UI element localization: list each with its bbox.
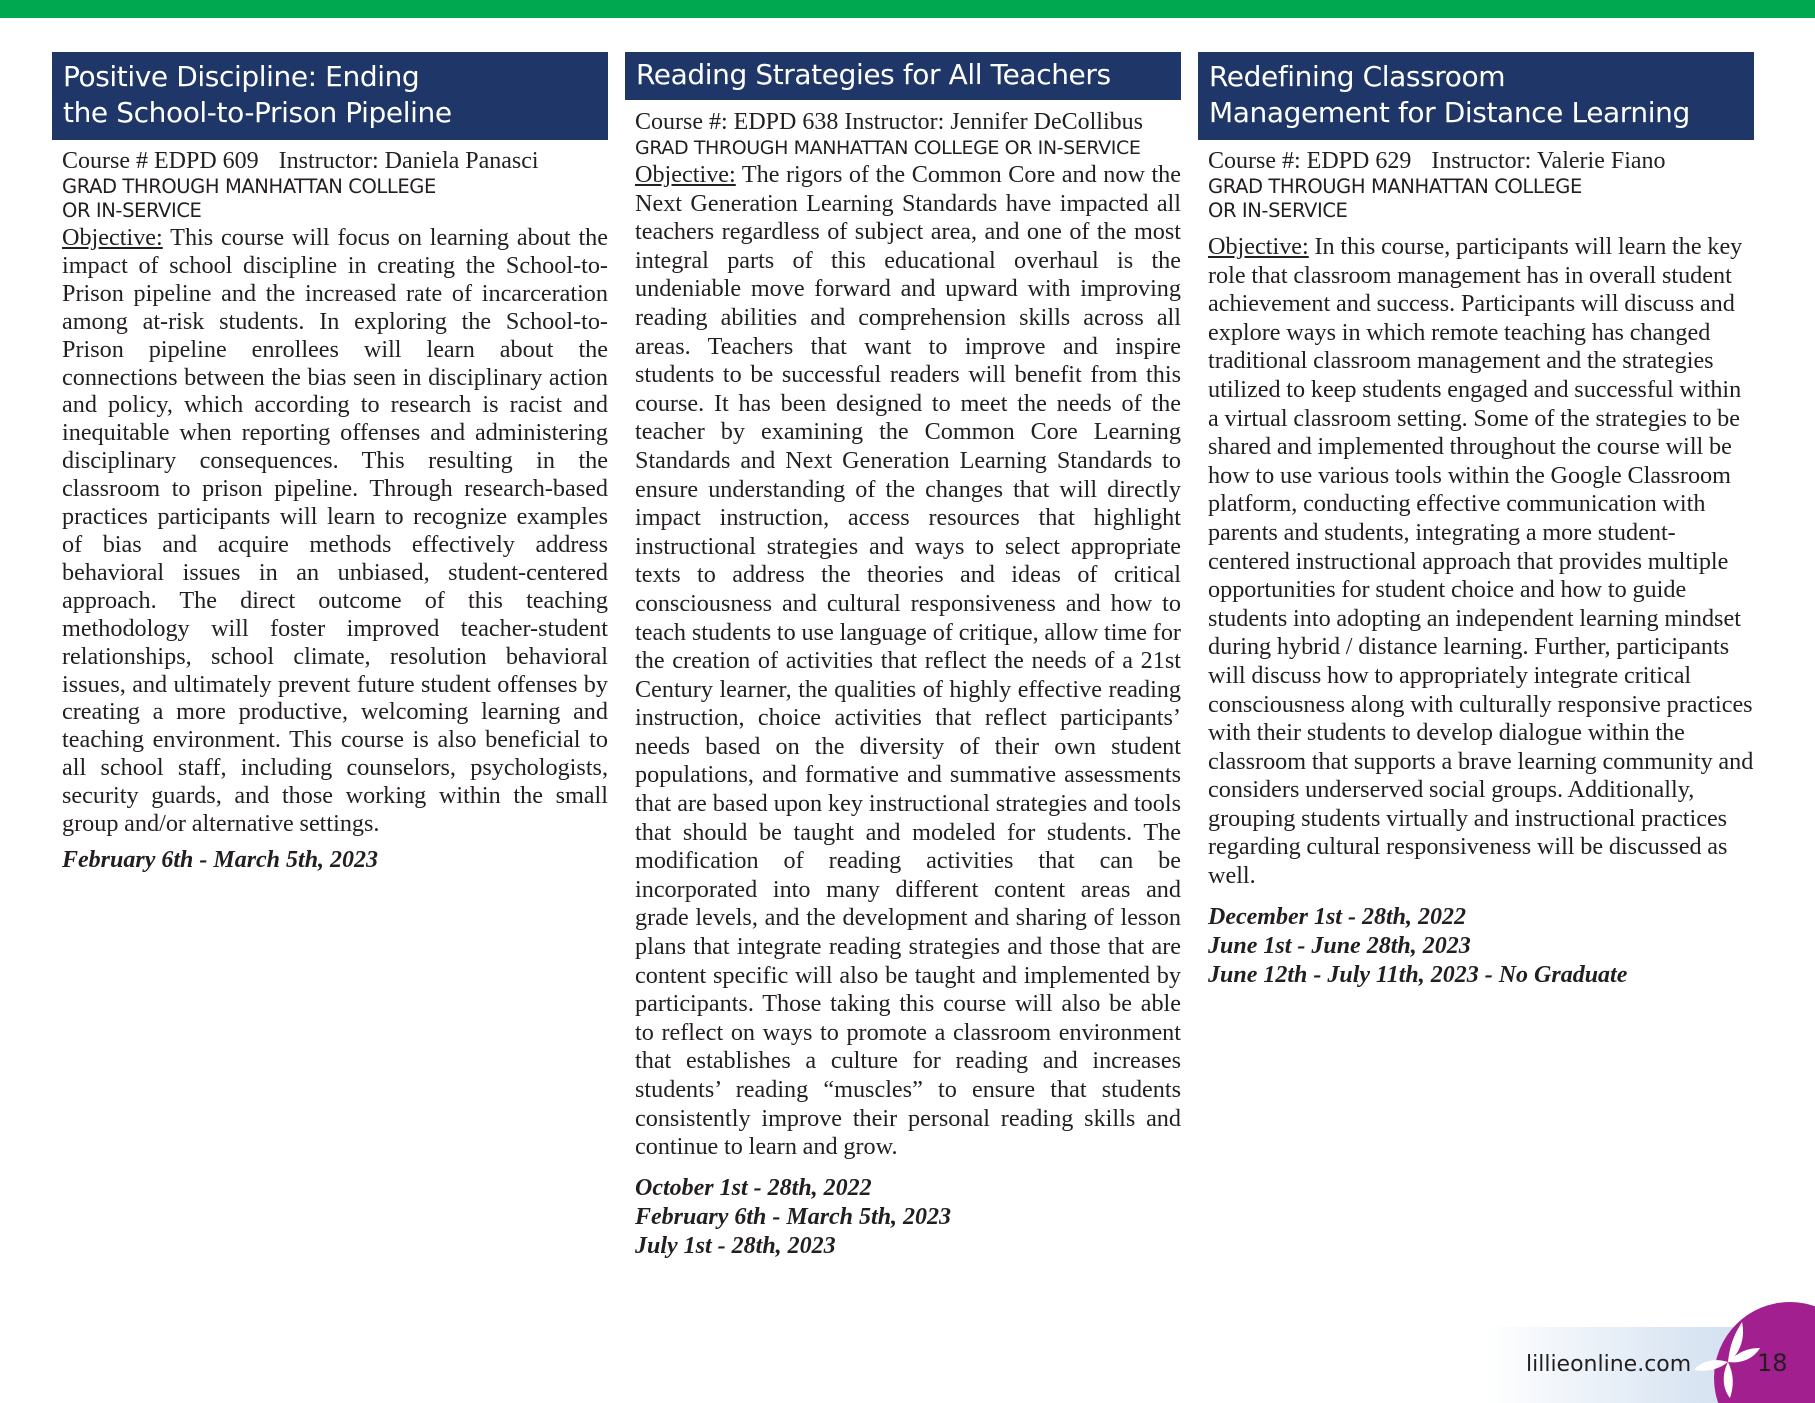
objective-text: In this course, participants will learn the key role that classroom management has in overall student achievement and success. Participants will discuss and explore ways in which remote teaching has changed traditional classroom management and the strategies utilized to keep students engaged and successful within a virtual classroom setting. Some of the strategies to be shared and implemented throughout the course will be how to use various tools within the Google Classroom platform, conducting effective communication with parents and students, integrating a more student-centered instructional approach that provides multiple opportunities for student choice and how to guide students into adopting an independent learning mindset during hybrid / distance learning. Further, participants will discuss how to appropriately integrate critical consciousness along with culturally responsive practices with their students to develop dialogue within the classroom that supports a brave learning community and considers underserved social groups. Additionally, grouping students virtually and instructional practices regarding cultural responsiveness will be discussed as well.: [1208, 233, 1754, 890]
instructor: Instructor: Daniela Panasci: [278, 148, 539, 174]
course-date: June 12th - July 11th, 2023 - No Graduate: [1208, 961, 1628, 988]
course-info: [62, 147, 608, 175]
course-number: Course #: EDPD 638: [635, 109, 839, 135]
course-column-3: [1198, 52, 1754, 990]
instructor: Instructor: Valerie Fiano: [1431, 148, 1666, 174]
credit-line: OR IN-SERVICE: [1208, 199, 1348, 222]
top-accent-bar: [0, 0, 1815, 18]
page-number: 18: [1757, 1349, 1788, 1377]
course-objective: [635, 161, 1181, 1162]
course-number: Course #: EDPD 629: [1208, 148, 1412, 174]
lily-flower-icon: [1690, 1300, 1815, 1403]
course-title: [1198, 52, 1754, 140]
course-date: October 1st - 28th, 2022: [635, 1174, 872, 1201]
course-title-line: Redefining Classroom: [1209, 60, 1506, 93]
course-info: [1208, 147, 1754, 175]
course-column-2: [625, 52, 1181, 1261]
course-title: [625, 52, 1181, 100]
course-dates: [62, 846, 608, 875]
credit-line: GRAD THROUGH MANHATTAN COLLEGE: [1208, 175, 1582, 198]
course-title-line: the School-to-Prison Pipeline: [63, 96, 452, 129]
course-title: [52, 52, 608, 140]
objective-text: This course will focus on learning about the impact of school discipline in creating the School-to-Prison pipeline and the increased rate of incarceration among at-risk students. In exploring the School-to-Prison pipeline enrollees will learn about the connections between the bias seen in disciplinary action and policy, which according to research is racist and inequitable when reporting offenses and administering disciplinary consequences. This resulting in the classroom to prison pipeline. Through research-based practices participants will learn to recognize examples of bias and acquire methods effectively address behavioral issues in an unbiased, student-centered approach. The direct outcome of this teaching methodology will foster improved teacher-student relationships, school climate, resolution behavioral issues, and ultimately prevent future student offenses by creating a more productive, welcoming learning and teaching environment. This course is also beneficial to all school staff, including counselors, psychologists, security guards, and those working within the small group and/or alternative settings.: [62, 224, 608, 838]
instructor: Instructor: Jennifer DeCollibus: [844, 109, 1143, 135]
course-column-1: [52, 52, 608, 875]
course-date: December 1st - 28th, 2022: [1208, 903, 1466, 930]
course-date: February 6th - March 5th, 2023: [62, 846, 379, 873]
course-title-line: Reading Strategies for All Teachers: [636, 58, 1111, 91]
course-number: Course # EDPD 609: [62, 148, 259, 174]
course-dates: [1208, 903, 1754, 990]
objective-label: Objective:: [1208, 233, 1309, 260]
credit-line: OR IN-SERVICE: [62, 199, 202, 222]
course-dates: [635, 1174, 1181, 1261]
objective-label: Objective:: [62, 224, 163, 251]
course-title-line: Positive Discipline: Ending: [63, 60, 420, 93]
objective-text: The rigors of the Common Core and now the Next Generation Learning Standards have impacted all teachers regardless of subject area, and one of the most integral parts of this educational overhaul is the undeniable move forward and upward with improving reading abilities and comprehension skills across all areas. Teachers that want to improve and inspire students to be successful readers will benefit from this course. It has been designed to meet the needs of the teacher by examining the Common Core Learning Standards and Next Generation Learning Standards to ensure understanding of the changes that will directly impact instruction, access resources that highlight instructional strategies and ways to select appropriate texts to address the theories and ideas of critical consciousness and cultural responsiveness and how to teach students to use language of critique, allow time for the creation of activities that reflect the needs of a 21st Century learner, the qualities of highly effective reading instruction, choice activities that reflect participants’ needs based on the diversity of their own student populations, and formative and summative assessments that are based upon key instructional strategies and tools that should be taught and modeled for students. The modification of reading activities that can be incorporated into many different content areas and grade levels, and the development and sharing of lesson plans that integrate reading strategies and those that are content specific will also be taught and implemented by participants. Those taking this course will also be able to reflect on ways to promote a classroom environment that establishes a culture for reading and increases students’ reading “muscles” to ensure that students consistently improve their personal reading skills and continue to learn and grow.: [635, 161, 1181, 1161]
footer-site-link[interactable]: lillieonline.com: [1526, 1352, 1692, 1377]
course-title-line: Management for Distance Learning: [1209, 96, 1690, 129]
credit-line: GRAD THROUGH MANHATTAN COLLEGE OR IN-SERVICE: [635, 137, 1141, 159]
course-objective: [1208, 233, 1754, 891]
course-info: [635, 108, 1181, 136]
course-date: February 6th - March 5th, 2023: [635, 1203, 952, 1230]
course-date: June 1st - June 28th, 2023: [1208, 932, 1471, 959]
course-objective: [62, 224, 608, 838]
credit-line: GRAD THROUGH MANHATTAN COLLEGE: [62, 175, 436, 198]
objective-label: Objective:: [635, 161, 736, 188]
course-date: July 1st - 28th, 2023: [635, 1232, 836, 1259]
